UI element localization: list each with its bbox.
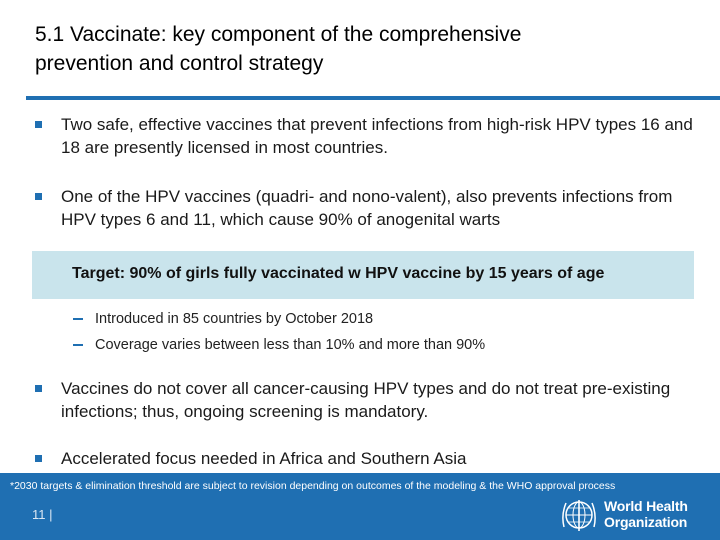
bullet-item [35, 377, 701, 423]
who-logo [560, 497, 720, 533]
bullet-item [35, 447, 701, 470]
bullet-square-icon [35, 193, 42, 200]
logo-text [604, 498, 688, 530]
target-text: Target: 90% of girls fully vaccinated w HPV vaccine by 15 years of age [72, 265, 605, 282]
footnote: *2030 targets & elimination threshold are subject to revision depending on outcomes of the modeling & the WHO approval process [10, 480, 616, 492]
bullet-square-icon [35, 121, 42, 128]
slide-title [35, 20, 675, 78]
bullet-item [35, 185, 701, 231]
dash-icon [73, 344, 83, 346]
bullet-square-icon [35, 385, 42, 392]
logo-line-2: Organization [604, 514, 688, 530]
bullet-square-icon [35, 455, 42, 462]
slide-title-line-1: 5.1 Vaccinate: key component of the comprehensive [35, 23, 522, 46]
sub-bullet-text: Introduced in 85 countries by October 2018 [95, 311, 374, 327]
who-emblem-icon [560, 497, 598, 533]
sub-bullet-item [73, 335, 485, 355]
bullet-text: Vaccines do not cover all cancer-causing HPV types and do not treat pre-existing infections; thus, ongoing screening is mandatory. [61, 379, 671, 421]
sub-bullet-text: Coverage varies between less than 10% and more than 90% [95, 337, 486, 353]
footer-bar [0, 473, 720, 540]
target-callout [32, 251, 694, 299]
title-divider [26, 96, 720, 100]
logo-line-1: World Health [604, 498, 688, 514]
page-number: 11 | [32, 507, 53, 522]
slide-title-line-2: prevention and control strategy [35, 52, 324, 75]
bullet-text: Two safe, effective vaccines that prevent infections from high-risk HPV types 16 and 18 are presently licensed in most countries. [61, 115, 693, 157]
bullet-text: One of the HPV vaccines (quadri- and nono-valent), also prevents infections from HPV types 6 and 11, which cause 90% of anogenital warts [61, 187, 673, 229]
dash-icon [73, 318, 83, 320]
sub-bullet-item [73, 309, 373, 329]
bullet-text: Accelerated focus needed in Africa and Southern Asia [61, 449, 467, 468]
bullet-item [35, 113, 701, 159]
